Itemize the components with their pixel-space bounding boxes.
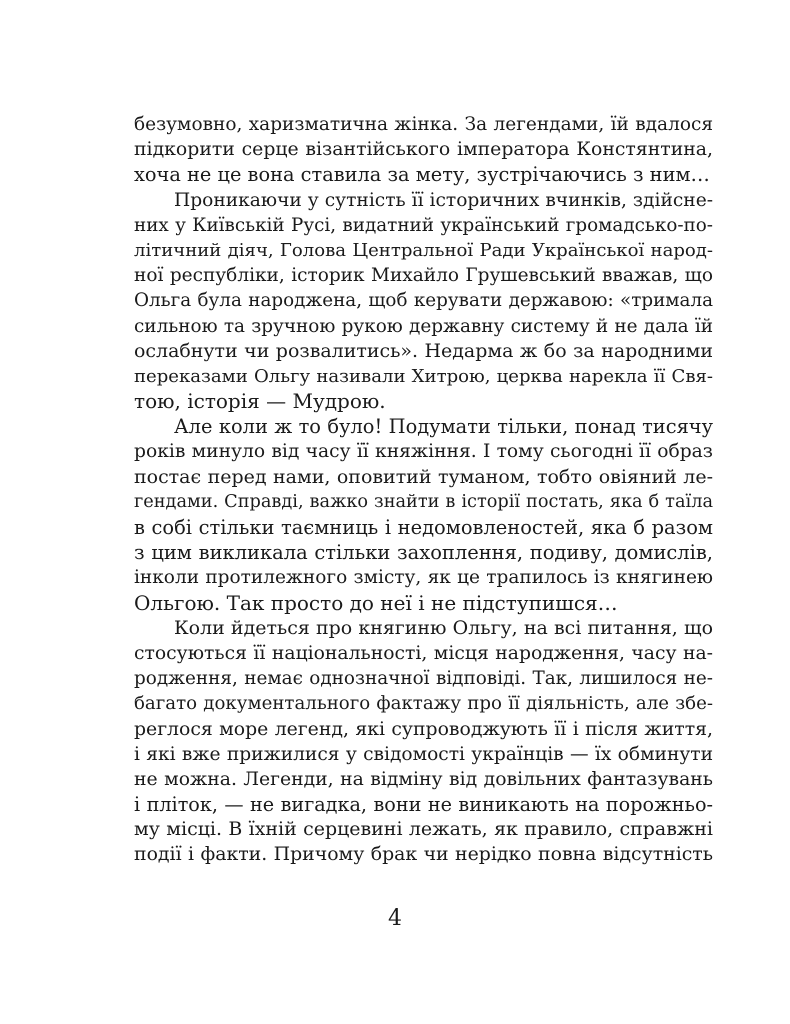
text-line: і які вже прижилися у свідомості українців — їх обминути xyxy=(134,743,713,765)
text-line: з цим викликала стільки захоплення, подиву, домислів, xyxy=(134,541,713,565)
text-line: літичний діяч, Голова Центральної Ради Української народ- xyxy=(134,239,713,261)
text-line: Проникаючи у сутність її історичних вчинків, здійсне- xyxy=(174,189,713,211)
text-line: родження, немає однозначної відповіді. Так, лишилося не- xyxy=(134,668,713,690)
text-line: гендами. Справді, важко знайти в історії постать, яка б таїла xyxy=(134,491,713,512)
text-line: і пліток, — не вигадка, вони не виникають на порожньо- xyxy=(134,793,713,817)
text-line: тою, історія — Мудрою. xyxy=(134,389,386,414)
text-line: ослабнути чи розвалитись». Недарма ж бо за народними xyxy=(134,339,713,362)
text-line: постає перед нами, оповитий туманом, тобто овіяний ле- xyxy=(134,465,713,488)
text-line: Ольгою. Так просто до неї і не підступишся… xyxy=(134,590,618,615)
text-line: Коли йдеться про княгиню Ольгу, на всі питання, що xyxy=(174,616,713,639)
text-line: не можна. Легенди, на відміну від довільних фантазувань xyxy=(134,768,713,790)
paragraph-1 xyxy=(134,112,713,188)
text-line: безумовно, харизматична жінка. За легендами, їй вдалося xyxy=(134,114,713,135)
text-line: му місці. В їхній серцевині лежать, як правило, справжні xyxy=(134,818,713,841)
paragraph-3 xyxy=(134,414,713,616)
text-line: ної республіки, історик Михайло Грушевський вважав, що xyxy=(134,265,713,287)
text-line: реглося море легенд, які супроводжують її і після життя, xyxy=(134,718,713,740)
body-text xyxy=(134,112,713,868)
paragraph-4 xyxy=(134,616,713,868)
text-line: в собі стільки таємниць і недомовленостей, яка б разом xyxy=(134,516,713,539)
page-number: 4 xyxy=(388,906,402,931)
text-line: події і факти. Причому брак чи нерідко повна відсутність xyxy=(134,843,713,866)
text-line: стосуються її національності, місця народження, часу на- xyxy=(134,642,713,664)
text-line: багато документального фактажу про її діяльність, але збе- xyxy=(134,693,713,715)
text-line: Але коли ж то було! Подумати тільки, понад тисячу xyxy=(174,415,713,439)
text-line: переказами Ольгу називали Хитрою, церква нарекла її Свя- xyxy=(134,365,713,387)
text-line: сильною та зручною рукою державну систему й не дала їй xyxy=(134,315,713,337)
text-line: них у Київській Русі, видатний український громадсько-по- xyxy=(134,214,713,236)
paragraph-2 xyxy=(134,188,713,415)
text-line: підкорити серце візантійського імператора Констянтина, xyxy=(134,139,713,161)
text-line: хоча не це вона ставила за мету, зустрічаючись з ним… xyxy=(134,163,710,187)
text-line: Ольга була народжена, щоб керувати державою: «тримала xyxy=(134,290,713,312)
text-line: років минуло від часу її княжіння. І тому сьогодні її образ xyxy=(134,441,713,463)
text-line: інколи протилежного змісту, як це трапилось із княгинею xyxy=(134,567,713,589)
